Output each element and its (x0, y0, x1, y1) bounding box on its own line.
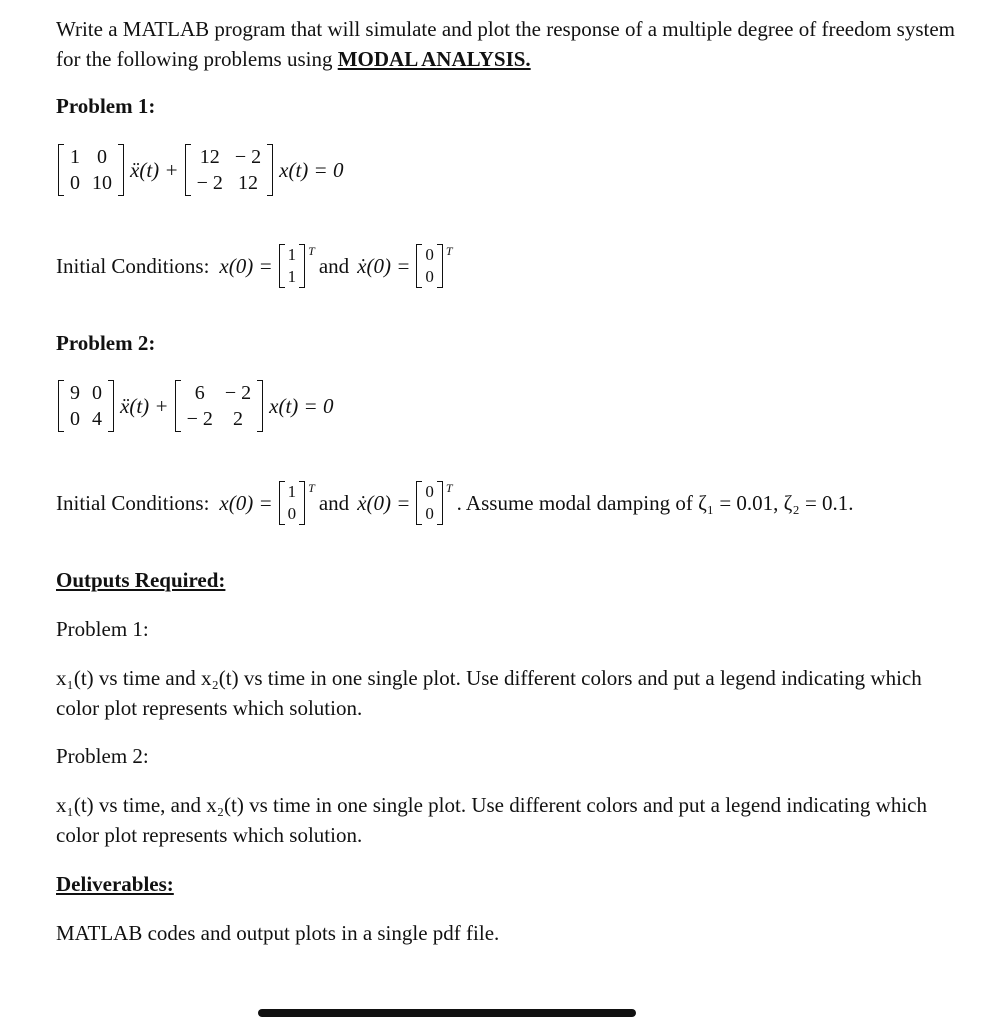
matrix-cell: 10 (92, 172, 112, 194)
x0-label: x(0) = (219, 253, 273, 278)
vector-cell: 1 (287, 267, 297, 286)
matrix-cell: 9 (70, 382, 80, 404)
intro-paragraph (56, 14, 956, 74)
vector-cell: 1 (287, 482, 297, 501)
and-text: and (318, 253, 350, 278)
matrix-cell: 12 (199, 146, 220, 168)
intro-text: Write a MATLAB program that will simulate and plot the response of a multiple degree of freedom system for the following problems using (56, 17, 956, 71)
problem2-initial-conditions (56, 481, 858, 525)
transpose-mark: T (308, 244, 315, 258)
matrix-cell: 0 (70, 172, 80, 194)
problem2-v0-vector (416, 481, 443, 525)
vector-cell: 1 (287, 245, 297, 264)
matrix-cell: − 2 (196, 172, 223, 194)
x0-label: x(0) = (219, 490, 273, 515)
transpose-mark: T (445, 481, 453, 495)
vector-cell: 0 (287, 504, 297, 523)
matrix-cell: 0 (97, 146, 107, 168)
problem2-equation (56, 380, 337, 432)
matrix-cell: 12 (237, 172, 258, 194)
ic-label: Initial Conditions: (56, 490, 210, 515)
outputs-p2-text: x₁(t) vs time, and x₂(t) vs time in one single plot. Use different colors and put a legend indicating which color plot represents which solution. (56, 793, 927, 847)
problem1-equation (56, 144, 347, 196)
matrix-cell: 0 (70, 408, 80, 430)
outputs-p1-label: Problem 1: (56, 617, 149, 641)
problem1-disp-term: x(t) = 0 (279, 157, 344, 182)
deliverables-heading: Deliverables: (56, 872, 174, 896)
vector-cell: 0 (425, 245, 434, 264)
problem1-v0-vector (416, 244, 443, 288)
outputs-heading: Outputs Required: (56, 568, 226, 592)
matrix-cell: 1 (70, 146, 80, 168)
problem2-heading: Problem 2: (56, 331, 156, 355)
v0-label: ẋ(0) = (357, 490, 411, 515)
matrix-cell: − 2 (186, 408, 213, 430)
problem1-x0-vector (279, 244, 306, 288)
vector-cell: 0 (425, 504, 434, 523)
and-text: and (318, 490, 350, 515)
outputs-p1-text: x₁(t) vs time and x₂(t) vs time in one single plot. Use different colors and put a legend indicating which color plot represents which solution. (56, 666, 922, 720)
problem2-accel-term: ẍ(t) + (120, 393, 169, 418)
vector-cell: 0 (425, 267, 434, 286)
home-indicator[interactable] (258, 1009, 636, 1017)
ic-label: Initial Conditions: (56, 253, 210, 278)
matrix-cell: − 2 (224, 382, 252, 404)
deliverables-text: MATLAB codes and output plots in a single pdf file. (56, 921, 500, 945)
problem2-x0-vector (279, 481, 306, 525)
matrix-cell: 0 (92, 382, 102, 404)
matrix-cell: 4 (92, 408, 102, 430)
problem1-heading: Problem 1: (56, 94, 156, 118)
problem1-initial-conditions (56, 244, 453, 288)
problem2-mass-matrix (58, 380, 114, 432)
matrix-cell: − 2 (234, 146, 262, 168)
problem2-disp-term: x(t) = 0 (269, 393, 334, 418)
v0-label: ẋ(0) = (357, 253, 411, 278)
intro-emphasis: MODAL ANALYSIS. (337, 47, 531, 71)
matrix-cell: 2 (232, 408, 243, 430)
transpose-mark: T (445, 244, 453, 258)
transpose-mark: T (308, 481, 315, 495)
damping-note: . Assume modal damping of ζ₁ = 0.01, ζ₂ = 0.1. (456, 490, 854, 515)
problem2-stiffness-matrix (175, 380, 264, 432)
problem1-accel-term: ẍ(t) + (130, 157, 179, 182)
matrix-cell: 6 (194, 382, 205, 404)
problem1-mass-matrix (58, 144, 124, 196)
problem1-stiffness-matrix (185, 144, 274, 196)
outputs-p2-label: Problem 2: (56, 744, 149, 768)
vector-cell: 0 (425, 482, 434, 501)
